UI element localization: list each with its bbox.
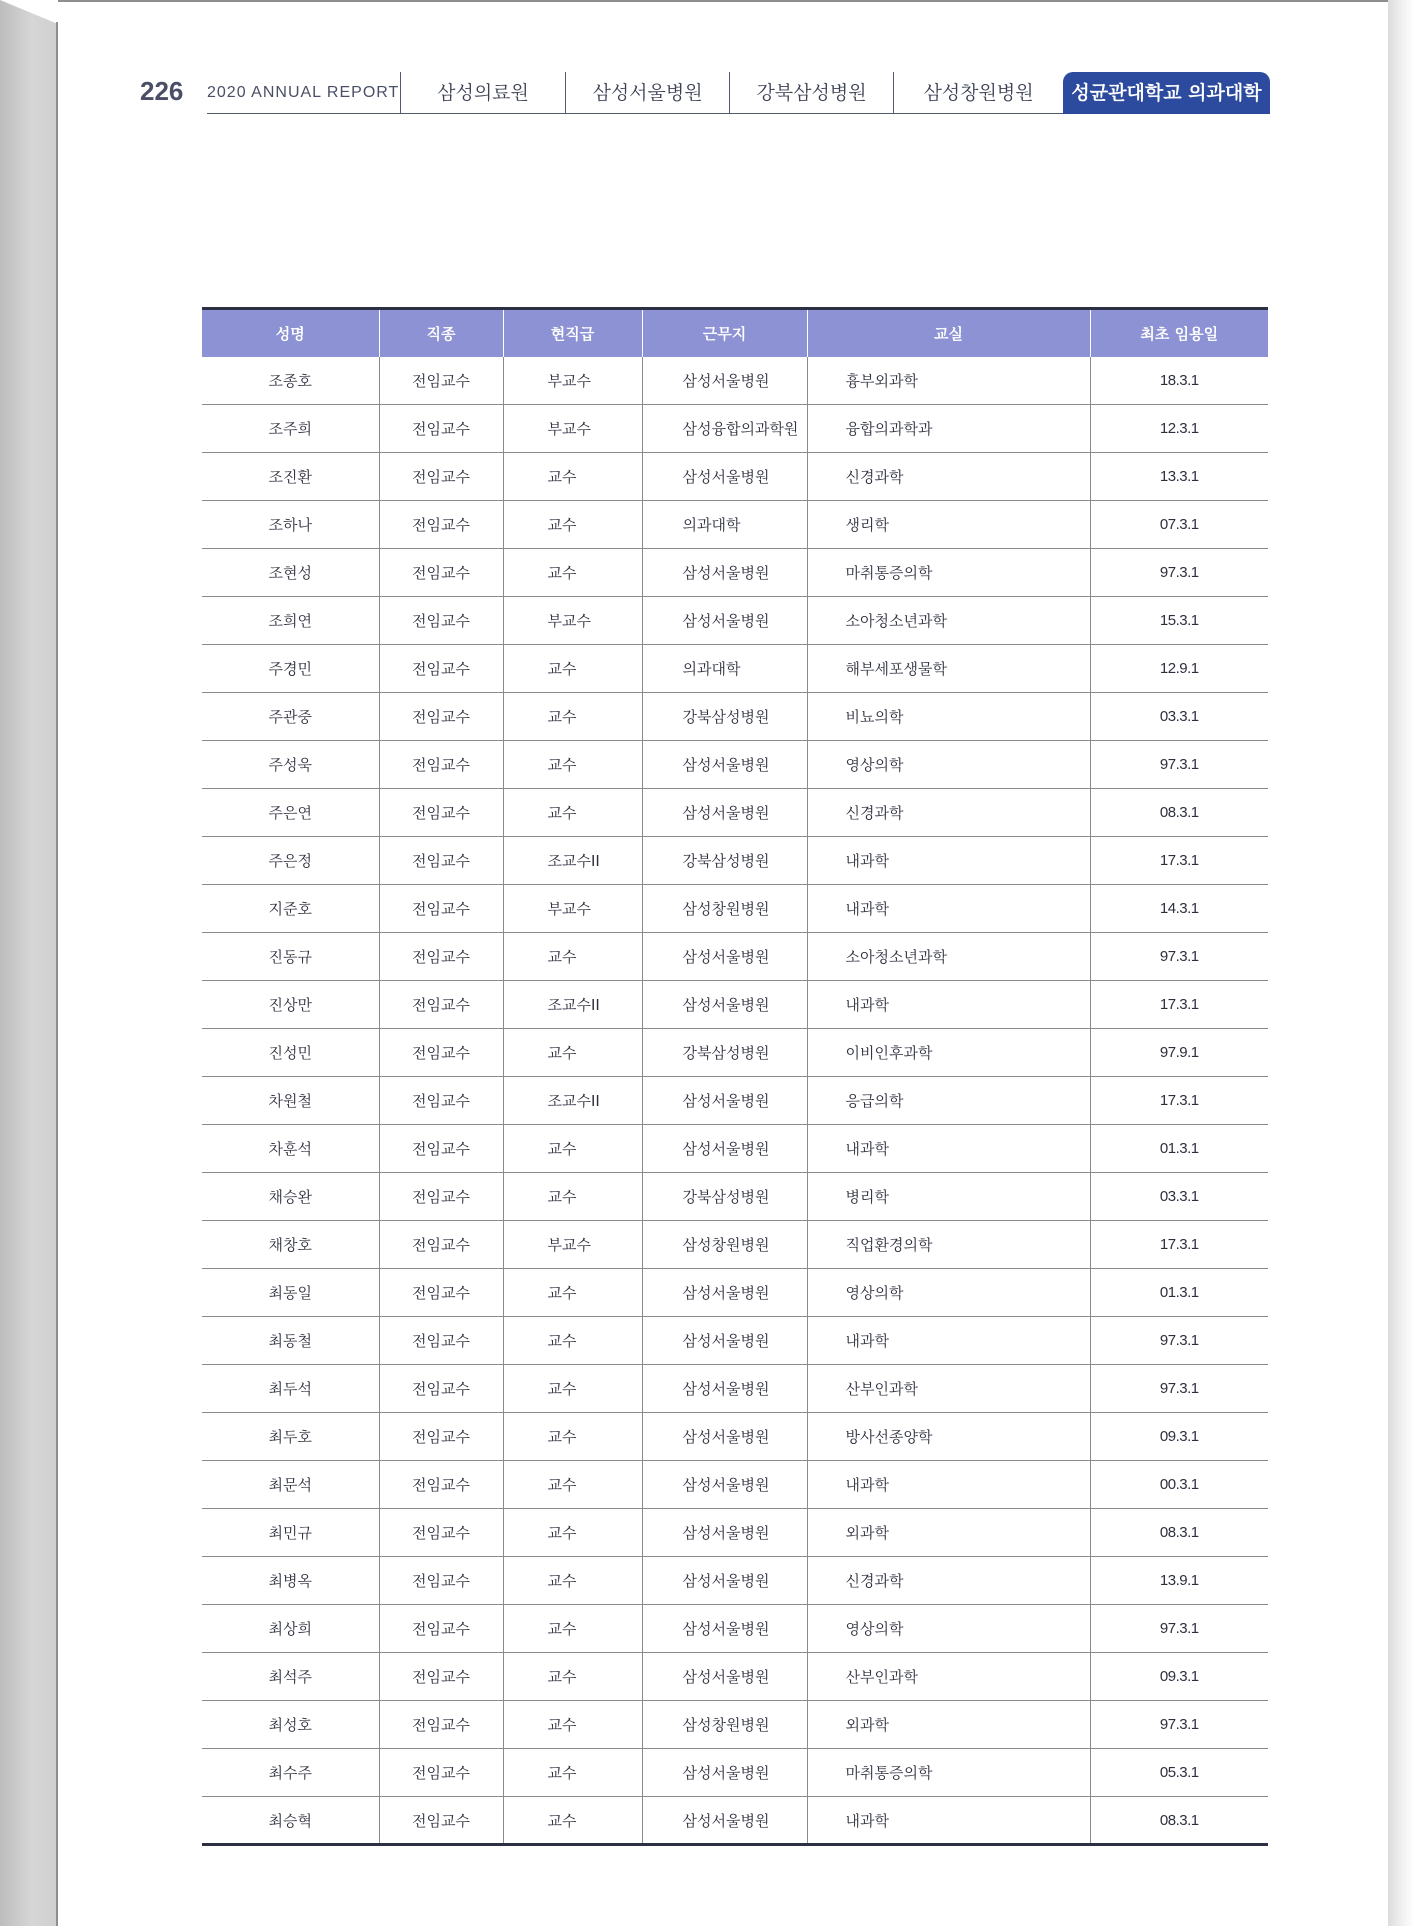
cell-department: 영상의학 — [807, 741, 1090, 789]
cell-department: 마취통증의학 — [807, 1749, 1090, 1797]
cell-name: 최성호 — [202, 1701, 379, 1749]
column-header-first-appointment: 최초 임용일 — [1090, 309, 1268, 357]
cell-department: 융합의과학과 — [807, 405, 1090, 453]
cell-name: 주은정 — [202, 837, 379, 885]
cell-first-appointment: 18.3.1 — [1090, 357, 1268, 405]
cell-department: 외과학 — [807, 1701, 1090, 1749]
cell-name: 최문석 — [202, 1461, 379, 1509]
table-row — [202, 1557, 1268, 1605]
cell-rank: 교수 — [503, 1557, 642, 1605]
cell-first-appointment: 13.3.1 — [1090, 453, 1268, 501]
table-row — [202, 1701, 1268, 1749]
cell-first-appointment: 03.3.1 — [1090, 693, 1268, 741]
cell-rank: 부교수 — [503, 597, 642, 645]
cell-job-type: 전임교수 — [379, 693, 503, 741]
column-header-rank: 현직급 — [503, 309, 642, 357]
table-row — [202, 1797, 1268, 1845]
cell-first-appointment: 05.3.1 — [1090, 1749, 1268, 1797]
cell-workplace: 삼성서울병원 — [642, 1749, 807, 1797]
table-row — [202, 1173, 1268, 1221]
cell-job-type: 전임교수 — [379, 789, 503, 837]
table-row — [202, 1749, 1268, 1797]
cell-rank: 교수 — [503, 1509, 642, 1557]
cell-job-type: 전임교수 — [379, 1797, 503, 1845]
cell-workplace: 의과대학 — [642, 501, 807, 549]
cell-rank: 교수 — [503, 1365, 642, 1413]
cell-workplace: 삼성서울병원 — [642, 789, 807, 837]
column-header-department: 교실 — [807, 309, 1090, 357]
tab-samsung-medical-center[interactable]: 삼성의료원 — [400, 72, 565, 114]
cell-rank: 교수 — [503, 1749, 642, 1797]
cell-rank: 교수 — [503, 1461, 642, 1509]
table-row — [202, 1509, 1268, 1557]
cell-job-type: 전임교수 — [379, 1509, 503, 1557]
table-row — [202, 1317, 1268, 1365]
cell-first-appointment: 12.3.1 — [1090, 405, 1268, 453]
cell-name: 최수주 — [202, 1749, 379, 1797]
cell-rank: 부교수 — [503, 885, 642, 933]
cell-workplace: 삼성서울병원 — [642, 1653, 807, 1701]
cell-department: 응급의학 — [807, 1077, 1090, 1125]
cell-workplace: 삼성서울병원 — [642, 1461, 807, 1509]
table-body — [202, 357, 1268, 1845]
cell-workplace: 강북삼성병원 — [642, 1173, 807, 1221]
cell-job-type: 전임교수 — [379, 885, 503, 933]
cell-department: 병리학 — [807, 1173, 1090, 1221]
cell-rank: 교수 — [503, 1317, 642, 1365]
cell-job-type: 전임교수 — [379, 837, 503, 885]
cell-department: 내과학 — [807, 885, 1090, 933]
cell-name: 채창호 — [202, 1221, 379, 1269]
table-header-row — [202, 309, 1268, 357]
cell-department: 직업환경의학 — [807, 1221, 1090, 1269]
cell-job-type: 전임교수 — [379, 549, 503, 597]
cell-job-type: 전임교수 — [379, 1221, 503, 1269]
cell-workplace: 삼성서울병원 — [642, 1413, 807, 1461]
cell-first-appointment: 07.3.1 — [1090, 501, 1268, 549]
table-row — [202, 1365, 1268, 1413]
cell-rank: 부교수 — [503, 405, 642, 453]
cell-rank: 교수 — [503, 1605, 642, 1653]
cell-name: 최상희 — [202, 1605, 379, 1653]
cell-workplace: 삼성서울병원 — [642, 981, 807, 1029]
cell-department: 내과학 — [807, 1461, 1090, 1509]
cell-first-appointment: 17.3.1 — [1090, 981, 1268, 1029]
table-row — [202, 1605, 1268, 1653]
table-row — [202, 1653, 1268, 1701]
cell-job-type: 전임교수 — [379, 741, 503, 789]
cell-first-appointment: 03.3.1 — [1090, 1173, 1268, 1221]
table-row — [202, 549, 1268, 597]
cell-workplace: 삼성서울병원 — [642, 357, 807, 405]
cell-rank: 교수 — [503, 1413, 642, 1461]
cell-department: 외과학 — [807, 1509, 1090, 1557]
cell-job-type: 전임교수 — [379, 1605, 503, 1653]
cell-workplace: 강북삼성병원 — [642, 1029, 807, 1077]
cell-rank: 교수 — [503, 1125, 642, 1173]
table-row — [202, 741, 1268, 789]
cell-job-type: 전임교수 — [379, 645, 503, 693]
cell-rank: 교수 — [503, 501, 642, 549]
cell-name: 주성욱 — [202, 741, 379, 789]
cell-first-appointment: 13.9.1 — [1090, 1557, 1268, 1605]
cell-rank: 교수 — [503, 933, 642, 981]
cell-name: 최두호 — [202, 1413, 379, 1461]
cell-rank: 부교수 — [503, 357, 642, 405]
cell-first-appointment: 00.3.1 — [1090, 1461, 1268, 1509]
cell-first-appointment: 01.3.1 — [1090, 1125, 1268, 1173]
cell-department: 소아청소년과학 — [807, 933, 1090, 981]
cell-rank: 교수 — [503, 453, 642, 501]
table-row — [202, 789, 1268, 837]
cell-department: 내과학 — [807, 837, 1090, 885]
column-header-job-type: 직종 — [379, 309, 503, 357]
cell-job-type: 전임교수 — [379, 1077, 503, 1125]
cell-first-appointment: 97.3.1 — [1090, 549, 1268, 597]
cell-workplace: 강북삼성병원 — [642, 693, 807, 741]
cell-name: 최두석 — [202, 1365, 379, 1413]
cell-job-type: 전임교수 — [379, 1269, 503, 1317]
cell-rank: 조교수II — [503, 1077, 642, 1125]
cell-job-type: 전임교수 — [379, 1173, 503, 1221]
cell-first-appointment: 97.3.1 — [1090, 933, 1268, 981]
cell-name: 조현성 — [202, 549, 379, 597]
cell-department: 흉부외과학 — [807, 357, 1090, 405]
cell-name: 진성민 — [202, 1029, 379, 1077]
tab-samsung-seoul-hospital[interactable]: 삼성서울병원 — [565, 72, 729, 114]
cell-job-type: 전임교수 — [379, 501, 503, 549]
cell-job-type: 전임교수 — [379, 1749, 503, 1797]
cell-name: 진상만 — [202, 981, 379, 1029]
cell-first-appointment: 17.3.1 — [1090, 1221, 1268, 1269]
cell-first-appointment: 14.3.1 — [1090, 885, 1268, 933]
column-header-workplace: 근무지 — [642, 309, 807, 357]
cell-job-type: 전임교수 — [379, 357, 503, 405]
cell-first-appointment: 09.3.1 — [1090, 1413, 1268, 1461]
cell-first-appointment: 09.3.1 — [1090, 1653, 1268, 1701]
cell-name: 조진환 — [202, 453, 379, 501]
cell-job-type: 전임교수 — [379, 1029, 503, 1077]
cell-job-type: 전임교수 — [379, 1365, 503, 1413]
cell-job-type: 전임교수 — [379, 1653, 503, 1701]
cell-first-appointment: 17.3.1 — [1090, 1077, 1268, 1125]
cell-rank: 교수 — [503, 645, 642, 693]
page-number: 226 — [140, 76, 184, 106]
faculty-table — [202, 307, 1268, 1846]
faculty-table-wrapper — [202, 307, 1268, 1846]
cell-rank: 교수 — [503, 1029, 642, 1077]
cell-first-appointment: 97.3.1 — [1090, 1605, 1268, 1653]
page-shadow — [1388, 0, 1414, 1926]
cell-department: 영상의학 — [807, 1269, 1090, 1317]
cell-name: 차훈석 — [202, 1125, 379, 1173]
cell-department: 내과학 — [807, 1125, 1090, 1173]
tab-skku-medical-school[interactable]: 성균관대학교 의과대학 — [1063, 72, 1270, 114]
section-nav — [400, 72, 1270, 114]
cell-department: 마취통증의학 — [807, 549, 1090, 597]
cell-department: 내과학 — [807, 1317, 1090, 1365]
cell-name: 최동철 — [202, 1317, 379, 1365]
cell-job-type: 전임교수 — [379, 1461, 503, 1509]
cell-name: 최민규 — [202, 1509, 379, 1557]
table-row — [202, 1269, 1268, 1317]
table-row — [202, 1029, 1268, 1077]
cell-job-type: 전임교수 — [379, 1413, 503, 1461]
cell-rank: 교수 — [503, 693, 642, 741]
cell-name: 조종호 — [202, 357, 379, 405]
column-header-name: 성명 — [202, 309, 379, 357]
cell-job-type: 전임교수 — [379, 405, 503, 453]
table-row — [202, 501, 1268, 549]
table-row — [202, 1221, 1268, 1269]
cell-workplace: 삼성창원병원 — [642, 1221, 807, 1269]
cell-rank: 교수 — [503, 1653, 642, 1701]
cell-department: 이비인후과학 — [807, 1029, 1090, 1077]
cell-department: 해부세포생물학 — [807, 645, 1090, 693]
cell-workplace: 삼성서울병원 — [642, 1077, 807, 1125]
cell-name: 조주희 — [202, 405, 379, 453]
table-row — [202, 645, 1268, 693]
cell-first-appointment: 97.9.1 — [1090, 1029, 1268, 1077]
cell-rank: 교수 — [503, 549, 642, 597]
cell-workplace: 의과대학 — [642, 645, 807, 693]
cell-rank: 조교수II — [503, 981, 642, 1029]
cell-department: 산부인과학 — [807, 1653, 1090, 1701]
cell-name: 주관중 — [202, 693, 379, 741]
cell-name: 최동일 — [202, 1269, 379, 1317]
cell-first-appointment: 15.3.1 — [1090, 597, 1268, 645]
cell-name: 최승혁 — [202, 1797, 379, 1845]
cell-rank: 교수 — [503, 1797, 642, 1845]
cell-job-type: 전임교수 — [379, 1125, 503, 1173]
cell-first-appointment: 01.3.1 — [1090, 1269, 1268, 1317]
table-row — [202, 357, 1268, 405]
cell-name: 조희연 — [202, 597, 379, 645]
cell-job-type: 전임교수 — [379, 1557, 503, 1605]
table-row — [202, 837, 1268, 885]
table-row — [202, 1077, 1268, 1125]
cell-first-appointment: 97.3.1 — [1090, 1317, 1268, 1365]
cell-department: 신경과학 — [807, 789, 1090, 837]
cell-rank: 교수 — [503, 1173, 642, 1221]
table-row — [202, 1125, 1268, 1173]
cell-rank: 교수 — [503, 789, 642, 837]
cell-name: 지준호 — [202, 885, 379, 933]
cell-name: 조하나 — [202, 501, 379, 549]
cell-job-type: 전임교수 — [379, 1317, 503, 1365]
cell-job-type: 전임교수 — [379, 981, 503, 1029]
cell-department: 영상의학 — [807, 1605, 1090, 1653]
cell-workplace: 삼성서울병원 — [642, 1365, 807, 1413]
cell-first-appointment: 97.3.1 — [1090, 1701, 1268, 1749]
tab-samsung-changwon-hospital[interactable]: 삼성창원병원 — [893, 72, 1063, 114]
cell-department: 소아청소년과학 — [807, 597, 1090, 645]
table-row — [202, 405, 1268, 453]
table-row — [202, 1413, 1268, 1461]
cell-name: 최석주 — [202, 1653, 379, 1701]
cell-job-type: 전임교수 — [379, 453, 503, 501]
cell-name: 주은연 — [202, 789, 379, 837]
cell-workplace: 삼성서울병원 — [642, 741, 807, 789]
cell-department: 생리학 — [807, 501, 1090, 549]
cell-name: 진동규 — [202, 933, 379, 981]
table-row — [202, 453, 1268, 501]
cell-rank: 교수 — [503, 1701, 642, 1749]
cell-first-appointment: 08.3.1 — [1090, 1797, 1268, 1845]
book-spine — [0, 0, 58, 1926]
table-row — [202, 933, 1268, 981]
cell-workplace: 삼성서울병원 — [642, 1605, 807, 1653]
cell-department: 내과학 — [807, 1797, 1090, 1845]
cell-workplace: 삼성서울병원 — [642, 1269, 807, 1317]
cell-first-appointment: 08.3.1 — [1090, 789, 1268, 837]
cell-department: 신경과학 — [807, 1557, 1090, 1605]
cell-workplace: 삼성창원병원 — [642, 885, 807, 933]
cell-workplace: 삼성서울병원 — [642, 1509, 807, 1557]
cell-name: 차원철 — [202, 1077, 379, 1125]
table-row — [202, 597, 1268, 645]
table-row — [202, 885, 1268, 933]
table-row — [202, 693, 1268, 741]
cell-department: 비뇨의학 — [807, 693, 1090, 741]
cell-first-appointment: 12.9.1 — [1090, 645, 1268, 693]
cell-department: 방사선종양학 — [807, 1413, 1090, 1461]
cell-workplace: 삼성서울병원 — [642, 933, 807, 981]
cell-department: 산부인과학 — [807, 1365, 1090, 1413]
cell-workplace: 삼성서울병원 — [642, 1125, 807, 1173]
cell-workplace: 삼성서울병원 — [642, 453, 807, 501]
cell-workplace: 삼성창원병원 — [642, 1701, 807, 1749]
cell-workplace: 강북삼성병원 — [642, 837, 807, 885]
table-row — [202, 981, 1268, 1029]
tab-kangbuk-samsung-hospital[interactable]: 강북삼성병원 — [729, 72, 893, 114]
cell-job-type: 전임교수 — [379, 597, 503, 645]
cell-workplace: 삼성서울병원 — [642, 597, 807, 645]
cell-job-type: 전임교수 — [379, 933, 503, 981]
cell-workplace: 삼성융합의과학원 — [642, 405, 807, 453]
cell-workplace: 삼성서울병원 — [642, 549, 807, 597]
cell-name: 최병옥 — [202, 1557, 379, 1605]
cell-rank: 부교수 — [503, 1221, 642, 1269]
cell-name: 채승완 — [202, 1173, 379, 1221]
cell-department: 내과학 — [807, 981, 1090, 1029]
cell-first-appointment: 97.3.1 — [1090, 741, 1268, 789]
cell-job-type: 전임교수 — [379, 1701, 503, 1749]
cell-workplace: 삼성서울병원 — [642, 1317, 807, 1365]
cell-workplace: 삼성서울병원 — [642, 1557, 807, 1605]
cell-first-appointment: 97.3.1 — [1090, 1365, 1268, 1413]
cell-workplace: 삼성서울병원 — [642, 1797, 807, 1845]
cell-rank: 교수 — [503, 1269, 642, 1317]
cell-name: 주경민 — [202, 645, 379, 693]
cell-department: 신경과학 — [807, 453, 1090, 501]
cell-rank: 교수 — [503, 741, 642, 789]
cell-first-appointment: 08.3.1 — [1090, 1509, 1268, 1557]
report-title: 2020 ANNUAL REPORT — [207, 84, 400, 101]
cell-first-appointment: 17.3.1 — [1090, 837, 1268, 885]
table-row — [202, 1461, 1268, 1509]
cell-rank: 조교수II — [503, 837, 642, 885]
